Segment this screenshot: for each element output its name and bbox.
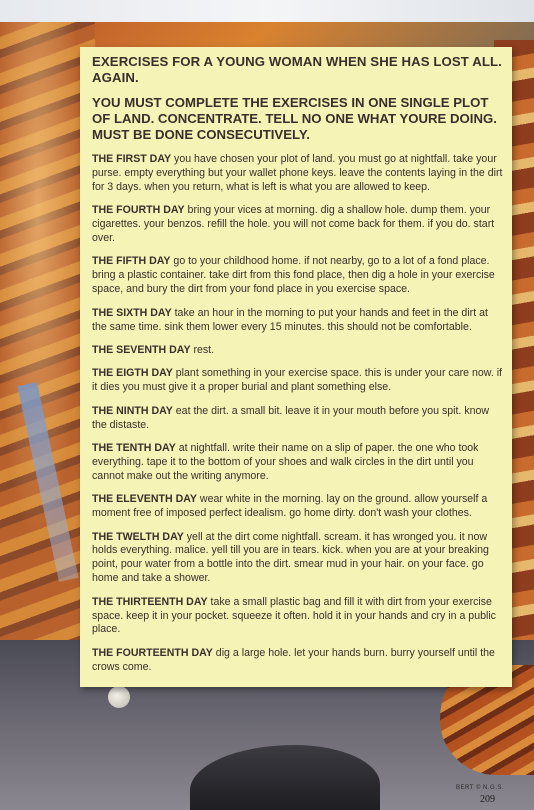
day-instructions: go to your childhood home. if not nearby, go to a lot of a fond place. bring a plastic container. take dirt from this fond place, then dig a hole in your exercise space, and bury the dirt from your fond place in you exercise space. [92, 255, 495, 296]
exercise-text [92, 54, 504, 684]
day-instructions: eat the dirt. a small bit. leave it in your mouth before you spit. know the distaste. [92, 404, 490, 431]
exercise-entry [92, 344, 504, 358]
day-label: THE SIXTH DAY [92, 306, 172, 319]
day-label: THE SEVENTH DAY [92, 343, 191, 356]
exercise-entry [92, 596, 504, 638]
day-instructions: dig a large hole. let your hands burn. burry yourself until the crows come. [92, 646, 495, 673]
waterfall-streak [17, 382, 78, 582]
exercise-entry [92, 647, 504, 675]
day-instructions: wear white in the morning. lay on the ground. allow yourself a moment free of imposed perfect idealism. go home dirty. don't wash your clothes. [92, 493, 488, 520]
day-instructions: take a small plastic bag and fill it with dirt from your exercise space. keep it in your pocket. squeeze it often. hold it in your hands and cry in a public place. [92, 595, 496, 636]
day-instructions: bring your vices at morning. dig a shallow hole. dump them. your cigarettes. your benzos. refill the hole. you will not come back for them. if you do. start over. [92, 204, 495, 245]
day-instructions: you have chosen your plot of land. you must go at nightfall. take your purse. empty everything but your wallet phone keys. leave the contents laying in the dirt for 3 days. when you return, what is left is what you are allowed to keep. [92, 153, 503, 193]
exercise-entry [92, 405, 504, 433]
day-label: THE TENTH DAY [92, 442, 176, 454]
moon-image [108, 686, 130, 708]
day-label: THE NINTH DAY [92, 404, 173, 417]
exercise-list [92, 153, 504, 675]
exercise-entry [92, 204, 504, 246]
day-label: THE ELEVENTH DAY [92, 493, 197, 506]
instructions-heading: YOU MUST COMPLETE THE EXERCISES IN ONE SINGLE PLOT OF LAND. CONCENTRATE. TELL NO ONE WHAT YOURE DOING. MUST BE DONE CONSECUTIVELY. [92, 95, 497, 142]
photo-credit: BERT © N.G.S. [456, 785, 505, 791]
day-label: THE THIRTEENTH DAY [92, 595, 208, 608]
day-label: THE TWELTH DAY [92, 530, 184, 543]
page-title: EXERCISES FOR A YOUNG WOMAN WHEN SHE HAS LOST ALL. AGAIN. [92, 54, 502, 85]
day-instructions: plant something in your exercise space. this is under your care now. if it dies you must give it a proper burial and plant something else. [92, 367, 503, 394]
day-label: THE FIRST DAY [92, 153, 172, 165]
day-instructions: at nightfall. write their name on a slip of paper. the one who took everything. tape it to the bottom of your shoes and walk circles in the dirt until you cannot make out the writing anymore. [92, 442, 479, 482]
page-number: 209 [480, 794, 495, 805]
day-instructions: rest. [190, 343, 215, 356]
day-label: THE EIGTH DAY [92, 367, 173, 380]
exercise-entry [92, 531, 504, 587]
exercise-entry [92, 153, 504, 195]
day-label: THE FOURTH DAY [92, 204, 185, 217]
exercise-entry [92, 367, 504, 395]
day-label: THE FOURTEENTH DAY [92, 646, 213, 659]
exercise-entry [92, 442, 504, 484]
day-instructions: take an hour in the morning to put your hands and feet in the dirt at the same time. sink them lower every 15 minutes. this should not be comfortable. [92, 306, 488, 333]
day-label: THE FIFTH DAY [92, 255, 171, 268]
exercise-entry [92, 307, 504, 335]
exercise-entry [92, 255, 504, 297]
day-instructions: yell at the dirt come nightfall. scream. it has wronged you. it now holds everything. malice. yell till you are in tears. kick. when you are at your breaking point, pour water from a bottle into the dirt. smear mud in your hair. on your face. go home and take a shower. [92, 530, 489, 585]
exercise-entry [92, 493, 504, 521]
top-margin [0, 0, 534, 22]
